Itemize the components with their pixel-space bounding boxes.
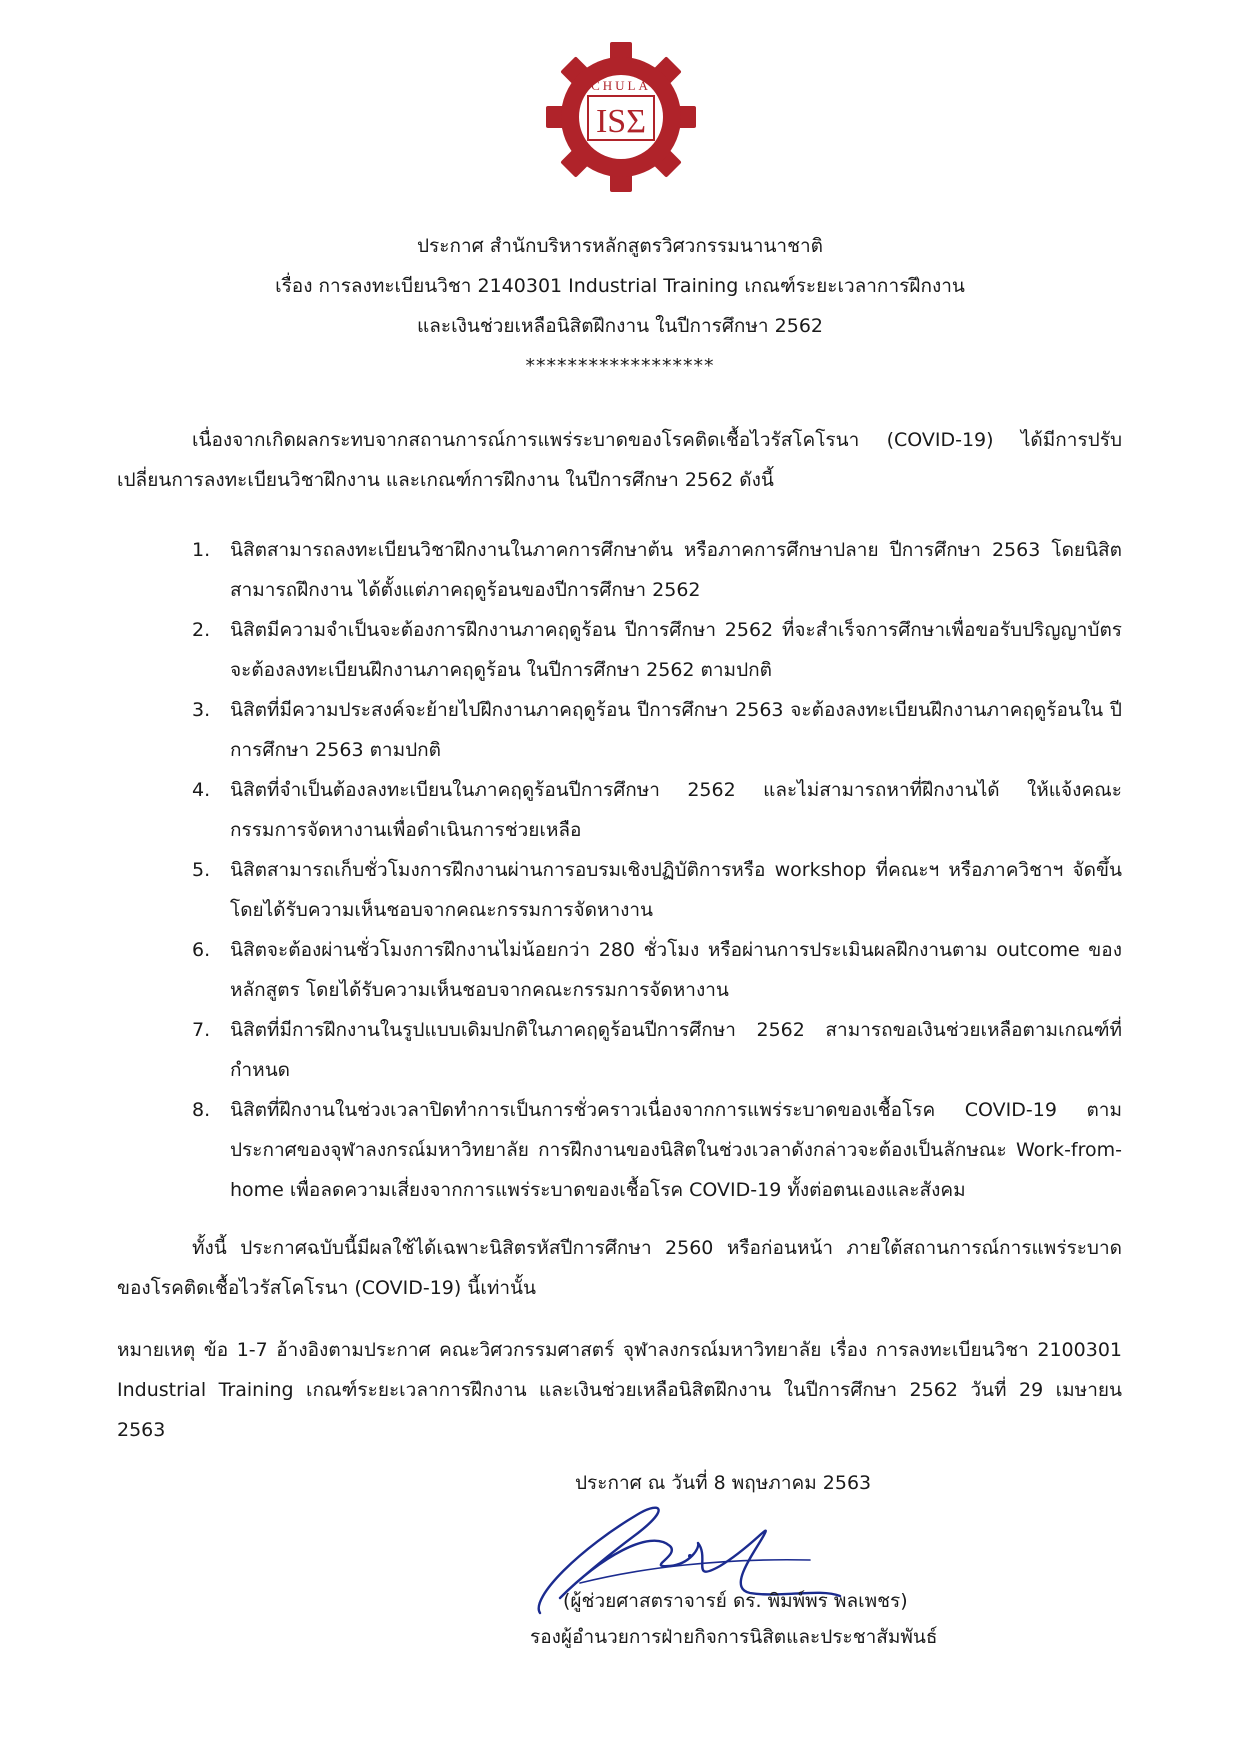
list-item-number: 3. bbox=[192, 699, 211, 721]
list-item-number: 2. bbox=[192, 619, 211, 641]
list-item-text: นิสิตที่มีการฝึกงานในรูปแบบเดิมปกติในภาคฤดูร้อนปีการศึกษา 2562 สามารถขอเงินช่วยเหลือตามเกณฑ์ที่กำหนด bbox=[230, 1019, 1122, 1081]
list-item-number: 8. bbox=[192, 1099, 211, 1121]
closing-text: ทั้งนี้ ประกาศฉบับนี้มีผลใช้ได้เฉพาะนิสิตรหัสปีการศึกษา 2560 หรือก่อนหน้า ภายใต้สถานการณ์การแพร่ระบาดของโรคติดเชื้อไวรัสโคโรนา (COVID-19) นี้เท่านั้น bbox=[117, 1237, 1122, 1299]
announcement-date: ประกาศ ณ วันที่ 8 พฤษภาคม 2563 bbox=[575, 1472, 872, 1494]
list-item bbox=[117, 930, 1122, 1010]
header-subject: เรื่อง การลงทะเบียนวิชา 2140301 Industrial Training เกณฑ์ระยะเวลาการฝึกงาน bbox=[275, 275, 965, 297]
list-item bbox=[117, 1090, 1122, 1210]
rules-list bbox=[117, 530, 1122, 1210]
list-item-text: นิสิตที่ฝึกงานในช่วงเวลาปิดทำการเป็นการชั่วคราวเนื่องจากการแพร่ระบาดของเชื้อโรค COVID-19 ตามประกาศของจุฬาลงกรณ์มหาวิทยาลัย การฝึกงานของนิสิตในช่วงเวลาดังกล่าวจะต้องเป็นลักษณะ Work-from-home เพื่อลดความเสี่ยงจากการแพร่ระบาดของเชื้อโรค COVID-19 ทั้งต่อตนเองและสังคม bbox=[230, 1099, 1122, 1201]
logo-text-top: CHULA bbox=[591, 78, 651, 93]
list-item-text: นิสิตจะต้องผ่านชั่วโมงการฝึกงานไม่น้อยกว่า 280 ชั่วโมง หรือผ่านการประเมินผลฝึกงานตาม outcome ของหลักสูตร โดยได้รับความเห็นชอบจากคณะกรรมการจัดหางาน bbox=[230, 939, 1122, 1001]
intro-paragraph bbox=[117, 420, 1122, 500]
list-item bbox=[117, 770, 1122, 850]
signatory-name: (ผู้ช่วยศาสตราจารย์ ดร. พิมพ์พร พลเพชร) bbox=[563, 1590, 908, 1612]
list-item-number: 7. bbox=[192, 1019, 211, 1041]
note-paragraph: หมายเหตุ ข้อ 1-7 อ้างอิงตามประกาศ คณะวิศวกรรมศาสตร์ จุฬาลงกรณ์มหาวิทยาลัย เรื่อง การลงทะเบียนวิชา 2100301 Industrial Training เกณฑ์ระยะเวลาการฝึกงาน และเงินช่วยเหลือนิสิตฝึกงาน ในปีการศึกษา 2562 วันที่ 29 เมษายน 2563 bbox=[117, 1339, 1122, 1441]
list-item-number: 6. bbox=[192, 939, 211, 961]
list-item-number: 4. bbox=[192, 779, 211, 801]
list-item bbox=[117, 530, 1122, 610]
intro-text: เนื่องจากเกิดผลกระทบจากสถานการณ์การแพร่ระบาดของโรคติดเชื้อไวรัสโคโรนา (COVID-19) ได้มีการปรับเปลี่ยนการลงทะเบียนวิชาฝึกงาน และเกณฑ์การฝึกงาน ในปีการศึกษา 2562 ดังนี้ bbox=[117, 429, 1122, 491]
list-item-text: นิสิตที่จำเป็นต้องลงทะเบียนในภาคฤดูร้อนปีการศึกษา 2562 และไม่สามารถหาที่ฝึกงานได้ ให้แจ้งคณะกรรมการจัดหางานเพื่อดำเนินการช่วยเหลือ bbox=[230, 779, 1122, 841]
list-item-number: 5. bbox=[192, 859, 211, 881]
header-subject-cont: และเงินช่วยเหลือนิสิตฝึกงาน ในปีการศึกษา 2562 bbox=[416, 315, 823, 337]
list-item bbox=[117, 1010, 1122, 1090]
header-divider-stars: ****************** bbox=[525, 355, 715, 377]
list-item-text: นิสิตที่มีความประสงค์จะย้ายไปฝึกงานภาคฤดูร้อน ปีการศึกษา 2563 จะต้องลงทะเบียนฝึกงานภาคฤดูร้อนใน ปีการศึกษา 2563 ตามปกติ bbox=[230, 699, 1122, 761]
list-item-number: 1. bbox=[192, 539, 211, 561]
list-item bbox=[117, 690, 1122, 770]
list-item-text: นิสิตมีความจำเป็นจะต้องการฝึกงานภาคฤดูร้อน ปีการศึกษา 2562 ที่จะสำเร็จการศึกษาเพื่อขอรับปริญญาบัตร จะต้องลงทะเบียนฝึกงานภาคฤดูร้อน ในปีการศึกษา 2562 ตามปกติ bbox=[230, 619, 1122, 681]
list-item bbox=[117, 850, 1122, 930]
chula-ise-gear-logo bbox=[544, 40, 698, 194]
list-item-text: นิสิตสามารถลงทะเบียนวิชาฝึกงานในภาคการศึกษาต้น หรือภาคการศึกษาปลาย ปีการศึกษา 2563 โดยนิสิตสามารถฝึกงาน ได้ตั้งแต่ภาคฤดูร้อนของปีการศึกษา 2562 bbox=[230, 539, 1122, 601]
header-title: ประกาศ สำนักบริหารหลักสูตรวิศวกรรมนานาชาติ bbox=[416, 235, 824, 257]
logo-text-main: ISΣ bbox=[595, 103, 647, 140]
list-item bbox=[117, 610, 1122, 690]
closing-paragraph bbox=[117, 1228, 1122, 1308]
list-item-text: นิสิตสามารถเก็บชั่วโมงการฝึกงานผ่านการอบรมเชิงปฏิบัติการหรือ workshop ที่คณะฯ หรือภาควิชาฯ จัดขึ้น โดยได้รับความเห็นชอบจากคณะกรรมการจัดหางาน bbox=[230, 859, 1122, 921]
signatory-title: รองผู้อำนวยการฝ่ายกิจการนิสิตและประชาสัมพันธ์ bbox=[530, 1626, 938, 1648]
